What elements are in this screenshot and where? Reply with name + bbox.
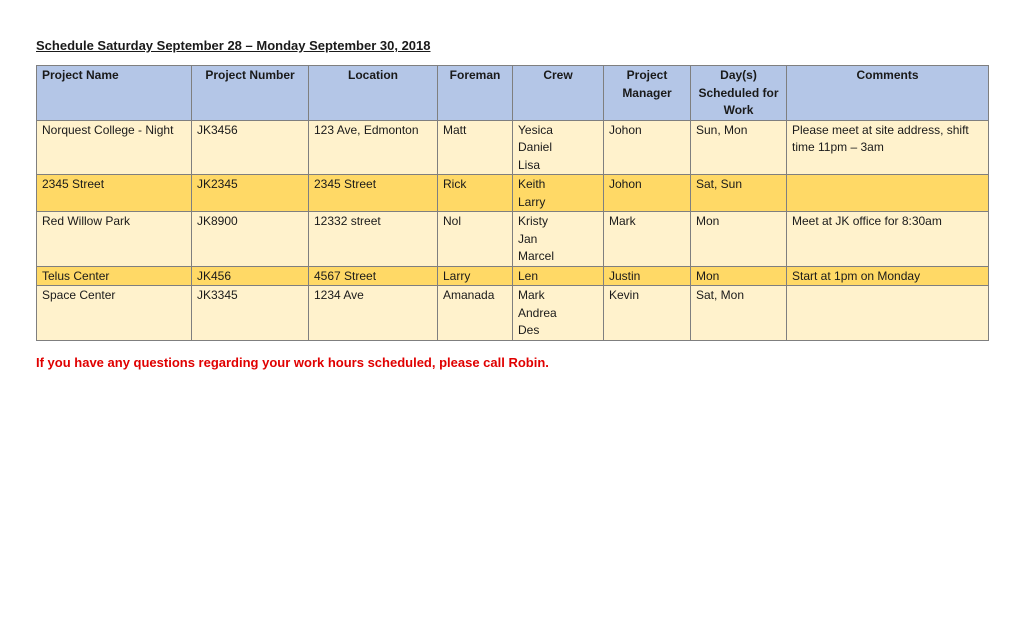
crew-member: Daniel <box>518 140 553 154</box>
crew-member: Larry <box>518 194 546 209</box>
crew-member: Len <box>518 268 539 283</box>
cell-project-name: Norquest College - Night <box>37 120 192 175</box>
cell-project-manager: Kevin <box>604 286 691 341</box>
cell-foreman: Matt <box>438 120 513 175</box>
table-header-row <box>37 66 989 121</box>
table-row <box>37 286 989 341</box>
schedule-table <box>36 65 989 341</box>
cell-project-number: JK2345 <box>192 175 309 212</box>
header-foreman: Foreman <box>438 66 513 121</box>
header-days-scheduled: Day(s) Scheduled for Work <box>691 66 787 121</box>
cell-comments <box>787 286 989 341</box>
cell-days: Sat, Mon <box>691 286 787 341</box>
contact-note: If you have any questions regarding your work hours scheduled, please call Robin. <box>36 355 549 370</box>
cell-days: Mon <box>691 266 787 286</box>
cell-project-number: JK8900 <box>192 212 309 267</box>
cell-crew <box>513 175 604 212</box>
crew-member: Yesica <box>518 122 553 137</box>
header-project-name: Project Name <box>37 66 192 121</box>
table-row <box>37 120 989 175</box>
cell-days: Mon <box>691 212 787 267</box>
cell-comments: Please meet at site address, shift time 11pm – 3am <box>787 120 989 175</box>
header-project-manager: Project Manager <box>604 66 691 121</box>
cell-comments <box>787 175 989 212</box>
cell-location: 12332 street <box>309 212 438 267</box>
cell-foreman: Amanada <box>438 286 513 341</box>
cell-project-manager: Johon <box>604 175 691 212</box>
table-row <box>37 266 989 286</box>
crew-member: Jan <box>518 231 538 246</box>
cell-days: Sat, Sun <box>691 175 787 212</box>
cell-foreman: Larry <box>438 266 513 286</box>
crew-member: Andrea <box>518 305 557 320</box>
cell-location: 4567 Street <box>309 266 438 286</box>
cell-project-name: 2345 Street <box>37 175 192 212</box>
cell-project-number: JK3345 <box>192 286 309 341</box>
cell-project-number: JK456 <box>192 266 309 286</box>
header-location: Location <box>309 66 438 121</box>
header-comments: Comments <box>787 66 989 121</box>
cell-project-manager: Justin <box>604 266 691 286</box>
crew-member: Marcel <box>518 249 555 263</box>
cell-foreman: Nol <box>438 212 513 267</box>
cell-foreman: Rick <box>438 175 513 212</box>
cell-project-manager: Mark <box>604 212 691 267</box>
cell-comments: Meet at JK office for 8:30am <box>787 212 989 267</box>
cell-comments: Start at 1pm on Monday <box>787 266 989 286</box>
cell-location: 123 Ave, Edmonton <box>309 120 438 175</box>
cell-project-manager: Johon <box>604 120 691 175</box>
cell-location: 2345 Street <box>309 175 438 212</box>
table-row <box>37 212 989 267</box>
cell-crew <box>513 120 604 175</box>
cell-project-name: Space Center <box>37 286 192 341</box>
crew-member: Kristy <box>518 214 548 228</box>
cell-project-number: JK3456 <box>192 120 309 175</box>
crew-member: Des <box>518 323 540 337</box>
crew-member: Lisa <box>518 157 541 172</box>
cell-days: Sun, Mon <box>691 120 787 175</box>
cell-project-name: Telus Center <box>37 266 192 286</box>
table-row <box>37 175 989 212</box>
crew-member: Mark <box>518 288 545 302</box>
cell-crew <box>513 286 604 341</box>
cell-crew <box>513 266 604 286</box>
page-title: Schedule Saturday September 28 – Monday September 30, 2018 <box>36 38 431 53</box>
crew-member: Keith <box>518 177 546 191</box>
cell-location: 1234 Ave <box>309 286 438 341</box>
cell-crew <box>513 212 604 267</box>
header-crew: Crew <box>513 66 604 121</box>
cell-project-name: Red Willow Park <box>37 212 192 267</box>
header-project-number: Project Number <box>192 66 309 121</box>
